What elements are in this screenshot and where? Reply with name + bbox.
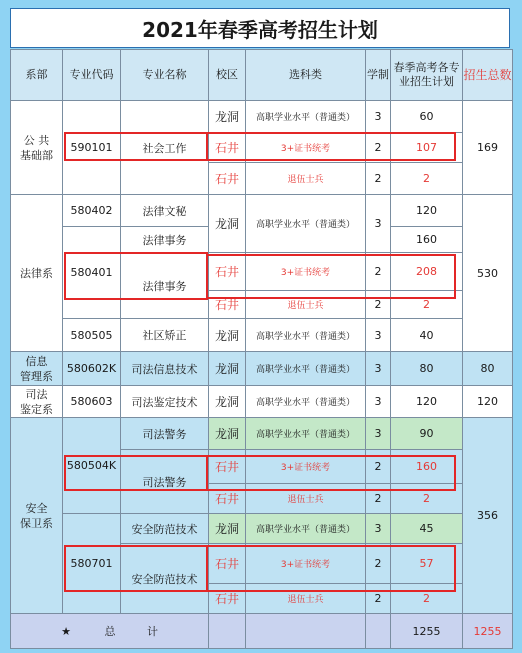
dept-line2: 鉴定系: [20, 402, 53, 416]
table-row: [11, 195, 513, 227]
major-name-cell: 法律事务: [121, 253, 209, 319]
dept-line1: 安全: [25, 501, 48, 515]
code-cell: 580504K: [63, 418, 121, 514]
major-name-cell: 司法鉴定技术: [121, 386, 209, 418]
dept-line2: 管理系: [20, 369, 53, 383]
category-cell: 高职学业水平（普通类）: [246, 418, 366, 450]
plan-cell: 60: [391, 101, 463, 133]
dept-info-management: [11, 352, 63, 386]
plan-cell: 57: [391, 544, 463, 584]
total-cell: 80: [463, 352, 513, 386]
campus-cell: 龙洞: [209, 352, 246, 386]
plan-cell: 107: [391, 133, 463, 163]
category-cell: 高职学业水平（普通类）: [246, 352, 366, 386]
header-dept: 系部: [11, 50, 63, 101]
code-cell: 580602K: [63, 352, 121, 386]
total-label-a: 总: [104, 625, 116, 638]
code-cell: 580701: [63, 514, 121, 614]
star-icon: ★: [61, 625, 71, 638]
campus-cell: 石井: [209, 450, 246, 484]
campus-cell: 石井: [209, 163, 246, 195]
grand-total-cell: 1255: [463, 614, 513, 649]
table-row: [11, 319, 513, 352]
plan-cell: 2: [391, 484, 463, 514]
years-cell: 2: [366, 291, 391, 319]
code-cell: 580402: [63, 195, 121, 227]
plan-cell: 120: [391, 195, 463, 227]
code-cell: 580401: [63, 227, 121, 319]
table-row: [11, 101, 513, 133]
years-cell: 2: [366, 450, 391, 484]
years-cell: 2: [366, 484, 391, 514]
years-cell: 3: [366, 195, 391, 253]
header-plan-line2: 业招生计划: [399, 75, 454, 88]
table-row: [11, 418, 513, 450]
code-cell: 590101: [63, 101, 121, 195]
category-cell: 高职学业水平（普通类）: [246, 195, 366, 253]
campus-cell: 石井: [209, 484, 246, 514]
years-cell: 2: [366, 584, 391, 614]
category-cell: 3+证书统考: [246, 450, 366, 484]
dept-line2: 保卫系: [20, 516, 53, 530]
major-name-cell: 司法警务: [121, 418, 209, 450]
major-name-cell: 法律事务: [121, 227, 209, 253]
category-cell: 高职学业水平（普通类）: [246, 101, 366, 133]
category-cell: 退伍士兵: [246, 584, 366, 614]
code-cell: 580505: [63, 319, 121, 352]
table-row: [11, 352, 513, 386]
years-cell: 3: [366, 418, 391, 450]
plan-cell: 160: [391, 227, 463, 253]
major-name-cell: 安全防范技术: [121, 544, 209, 614]
grand-total-row: [11, 614, 513, 649]
years-cell: 3: [366, 319, 391, 352]
major-name-cell: 司法警务: [121, 450, 209, 514]
campus-cell: 石井: [209, 253, 246, 291]
header-years: 学制: [366, 50, 391, 101]
category-cell: 高职学业水平（普通类）: [246, 514, 366, 544]
campus-cell: 龙洞: [209, 319, 246, 352]
category-cell: 3+证书统考: [246, 133, 366, 163]
header-plan-line1: 春季高考各专: [393, 61, 460, 74]
total-cell: 530: [463, 195, 513, 352]
table-row: [11, 386, 513, 418]
years-cell: 3: [366, 101, 391, 133]
category-cell: 3+证书统考: [246, 544, 366, 584]
header-name: 专业名称: [121, 50, 209, 101]
empty-cell: [366, 614, 391, 649]
major-name-cell: 安全防范技术: [121, 514, 209, 544]
table-row: [11, 514, 513, 544]
total-cell: 169: [463, 101, 513, 195]
campus-cell: 石井: [209, 544, 246, 584]
campus-cell: 石井: [209, 291, 246, 319]
plan-cell: 40: [391, 319, 463, 352]
category-cell: 退伍士兵: [246, 291, 366, 319]
plan-cell: 90: [391, 418, 463, 450]
major-name-cell: 法律文秘: [121, 195, 209, 227]
plan-cell: 2: [391, 584, 463, 614]
total-cell: 120: [463, 386, 513, 418]
total-label-b: 计: [146, 625, 158, 638]
dept-general-education: [11, 101, 63, 195]
years-cell: 2: [366, 253, 391, 291]
years-cell: 2: [366, 133, 391, 163]
campus-cell: 石井: [209, 584, 246, 614]
campus-cell: 龙洞: [209, 101, 246, 133]
admission-plan-table: [10, 49, 513, 649]
category-cell: 退伍士兵: [246, 163, 366, 195]
category-cell: 退伍士兵: [246, 484, 366, 514]
code-cell: 580603: [63, 386, 121, 418]
empty-cell: [246, 614, 366, 649]
category-cell: 高职学业水平（普通类）: [246, 386, 366, 418]
dept-judicial-appraisal: [11, 386, 63, 418]
dept-line1: 司法: [25, 387, 48, 401]
header-category: 选科类: [246, 50, 366, 101]
header-campus: 校区: [209, 50, 246, 101]
plan-cell: 208: [391, 253, 463, 291]
category-cell: 高职学业水平（普通类）: [246, 319, 366, 352]
major-name-cell: 社会工作: [121, 101, 209, 195]
plan-cell: 160: [391, 450, 463, 484]
plan-cell: 2: [391, 291, 463, 319]
table-header-row: [11, 50, 513, 101]
years-cell: 2: [366, 163, 391, 195]
total-label-cell: [11, 614, 209, 649]
years-cell: 2: [366, 544, 391, 584]
dept-line1: 信息: [25, 354, 48, 368]
campus-cell: 龙洞: [209, 386, 246, 418]
total-cell: 356: [463, 418, 513, 614]
plan-cell: 80: [391, 352, 463, 386]
dept-security: [11, 418, 63, 614]
major-name-cell: 社区矫正: [121, 319, 209, 352]
category-cell: 3+证书统考: [246, 253, 366, 291]
header-code: 专业代码: [63, 50, 121, 101]
dept-line1: 公 共: [23, 133, 50, 147]
header-total: 招生总数: [463, 50, 513, 101]
dept-line2: 基础部: [20, 148, 53, 162]
plan-cell: 45: [391, 514, 463, 544]
empty-cell: [209, 614, 246, 649]
years-cell: 3: [366, 386, 391, 418]
header-plan: [391, 50, 463, 101]
campus-cell: 龙洞: [209, 418, 246, 450]
campus-cell: 石井: [209, 133, 246, 163]
dept-law: 法律系: [11, 195, 63, 352]
plan-cell: 120: [391, 386, 463, 418]
plan-cell: 2: [391, 163, 463, 195]
plan-total-cell: 1255: [391, 614, 463, 649]
campus-cell: 龙洞: [209, 195, 246, 253]
major-name-cell: 司法信息技术: [121, 352, 209, 386]
campus-cell: 龙洞: [209, 514, 246, 544]
years-cell: 3: [366, 514, 391, 544]
years-cell: 3: [366, 352, 391, 386]
page-title: 2021年春季高考招生计划: [10, 8, 510, 48]
